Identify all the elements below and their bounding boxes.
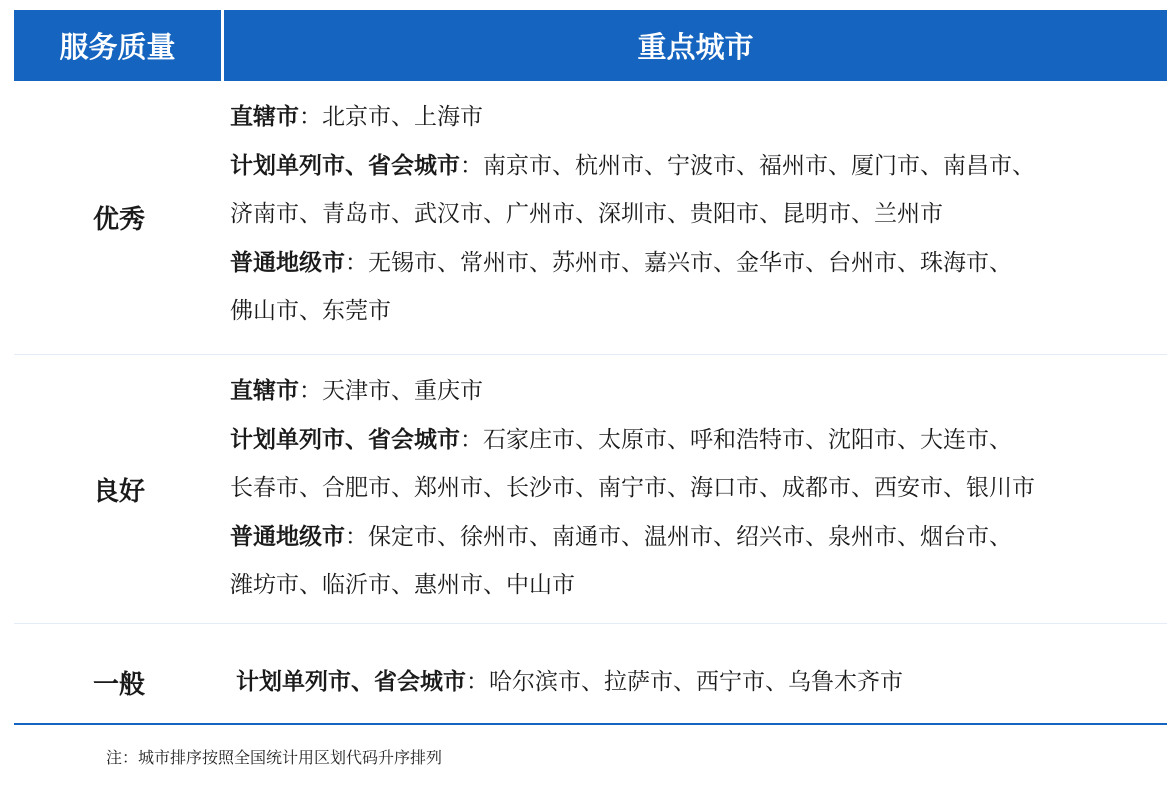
group-cities: 无锡市、常州市、苏州市、嘉兴市、金华市、台州市、珠海市、 bbox=[368, 249, 1012, 276]
bottom-divider bbox=[14, 723, 1167, 725]
header-key-cities: 重点城市 bbox=[637, 30, 754, 64]
group-label: 直辖市 bbox=[230, 378, 299, 404]
table-row-good bbox=[14, 355, 1167, 624]
city-group-line bbox=[230, 367, 1167, 416]
city-group-line bbox=[230, 93, 1167, 142]
group-label: 普通地级市 bbox=[230, 523, 345, 550]
city-list bbox=[224, 81, 1167, 354]
group-label: 计划单列市、省会城市 bbox=[230, 152, 460, 179]
city-group-continuation: 佛山市、东莞市 bbox=[230, 298, 391, 324]
group-separator: ： bbox=[299, 104, 322, 130]
group-separator: ： bbox=[460, 152, 483, 179]
group-label: 计划单列市、省会城市 bbox=[230, 426, 460, 453]
grade-label: 优秀 bbox=[92, 205, 145, 235]
group-separator: ： bbox=[345, 523, 368, 550]
group-cities: 哈尔滨市、拉萨市、西宁市、乌鲁木齐市 bbox=[489, 669, 903, 696]
group-label: 计划单列市、省会城市 bbox=[236, 669, 466, 696]
group-separator: ： bbox=[345, 249, 368, 276]
group-separator: ： bbox=[299, 378, 322, 404]
city-group-line bbox=[236, 658, 903, 707]
group-separator: ： bbox=[466, 669, 489, 696]
footnote: 注：城市排序按照全国统计用区划代码升序排列 bbox=[106, 748, 443, 767]
header-service-quality: 服务质量 bbox=[14, 10, 224, 81]
group-cities: 保定市、徐州市、南通市、温州市、绍兴市、泉州市、烟台市、 bbox=[368, 523, 1012, 550]
group-label: 直辖市 bbox=[230, 104, 299, 130]
group-cities: 北京市、上海市 bbox=[322, 104, 483, 130]
city-group-line bbox=[230, 513, 1167, 562]
table-header bbox=[14, 10, 1167, 81]
city-group-line bbox=[230, 239, 1167, 288]
city-group-line bbox=[230, 142, 1167, 191]
group-separator: ： bbox=[460, 426, 483, 453]
group-cities: 天津市、重庆市 bbox=[322, 378, 483, 404]
city-service-quality-table bbox=[14, 10, 1167, 741]
city-group-continuation: 济南市、青岛市、武汉市、广州市、深圳市、贵阳市、昆明市、兰州市 bbox=[230, 201, 943, 227]
group-label: 普通地级市 bbox=[230, 249, 345, 276]
city-group-line bbox=[230, 416, 1167, 465]
city-group-continuation: 潍坊市、临沂市、惠州市、中山市 bbox=[230, 572, 575, 598]
grade-label: 良好 bbox=[92, 476, 145, 507]
group-cities: 石家庄市、太原市、呼和浩特市、沈阳市、大连市、 bbox=[483, 426, 1012, 453]
table-row-excellent bbox=[14, 81, 1167, 355]
grade-label: 一般 bbox=[92, 670, 145, 700]
group-cities: 南京市、杭州市、宁波市、福州市、厦门市、南昌市、 bbox=[483, 152, 1035, 179]
city-group-continuation: 长春市、合肥市、郑州市、长沙市、南宁市、海口市、成都市、西安市、银川市 bbox=[230, 475, 1035, 501]
city-list bbox=[224, 355, 1167, 623]
